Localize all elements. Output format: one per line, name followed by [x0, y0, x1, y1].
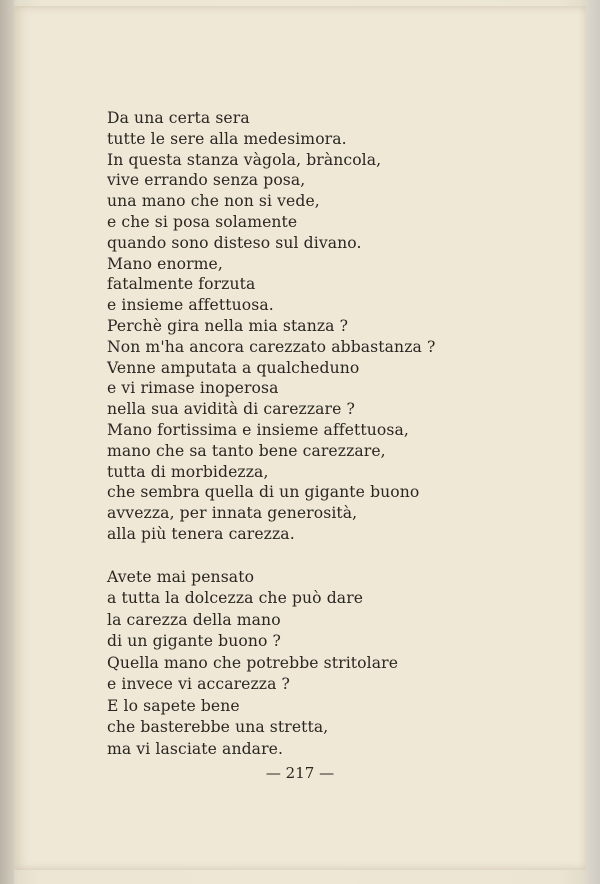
poem-text	[107, 108, 467, 760]
poem-line: a tutta la dolcezza che può dare	[107, 589, 364, 608]
poem-line: mano che sa tanto bene carezzare,	[107, 441, 386, 460]
poem-line: Non m'ha ancora carezzato abbastanza ?	[107, 337, 436, 356]
book-spine-edge	[0, 0, 14, 884]
poem-line: Da una certa sera	[107, 109, 250, 127]
page-number: — 217 —	[265, 764, 335, 782]
poem-line: quando sono disteso sul divano.	[107, 233, 362, 252]
poem-line: tutta di morbidezza,	[107, 462, 269, 481]
poem-line: e insieme affettuosa.	[107, 296, 274, 315]
poem-line: e invece vi accarezza ?	[107, 675, 291, 694]
stanza-1	[107, 108, 467, 545]
poem-line: e vi rimase inoperosa	[107, 379, 279, 398]
poem-line: Venne amputata a qualcheduno	[107, 358, 360, 377]
poem-line: che sembra quella di un gigante buono	[107, 483, 420, 502]
poem-line: E lo sapete bene	[107, 696, 240, 715]
poem-line: ma vi lasciate andare.	[107, 739, 284, 758]
poem-line: tutte le sere alla medesimora.	[107, 129, 347, 148]
poem-line: Quella mano che potrebbe stritolare	[107, 653, 399, 672]
poem-line: avvezza, per innata generosità,	[107, 504, 358, 523]
poem-line: Avete mai pensato	[107, 567, 255, 586]
poem-line: alla più tenera carezza.	[107, 524, 295, 543]
poem-line: vive errando senza posa,	[107, 171, 306, 190]
poem-line: Perchè gira nella mia stanza ?	[107, 316, 349, 335]
poem-line: In questa stanza vàgola, bràncola,	[107, 150, 382, 169]
poem-line: fatalmente forzuta	[107, 275, 256, 294]
poem-line: nella sua avidità di carezzare ?	[107, 400, 355, 419]
poem-line: la carezza della mano	[107, 610, 281, 629]
poem-line: che basterebbe una stretta,	[107, 718, 329, 737]
poem-line: una mano che non si vede,	[107, 192, 320, 211]
poem-line: di un gigante buono ?	[107, 632, 281, 651]
poem-line: Mano enorme,	[107, 254, 223, 273]
poem-line: e che si posa solamente	[107, 212, 298, 231]
stanza-2	[107, 567, 467, 761]
poem-line: Mano fortissima e insieme affettuosa,	[107, 420, 409, 439]
